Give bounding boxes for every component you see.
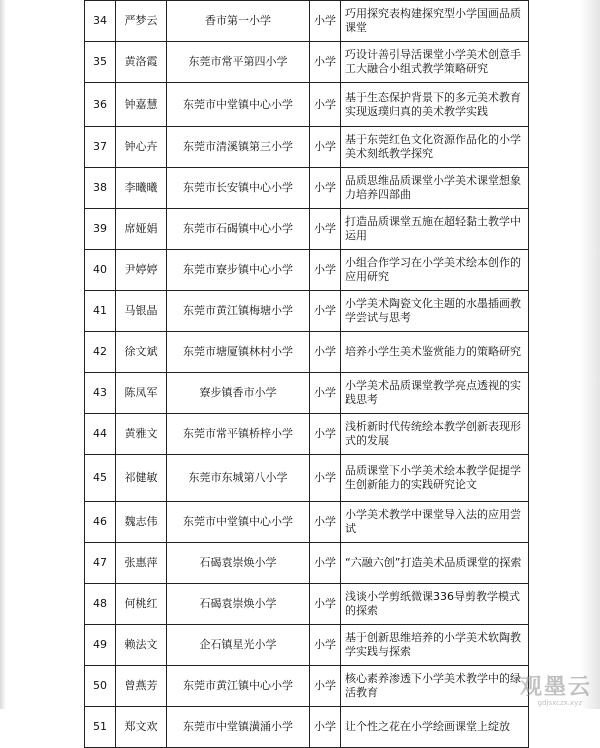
paper-title: 小学美术陶瓷文化主题的水墨插画教学尝试与思考 (341, 291, 529, 332)
school-name: 香市第一小学 (167, 1, 310, 42)
paper-title: 打造品质课堂五施在超轻黏土教学中运用 (341, 209, 529, 250)
school-name: 东莞市中堂镇中心小学 (167, 502, 310, 543)
paper-title: 小组合作学习在小学美术绘本创作的应用研究 (341, 250, 529, 291)
school-level: 小学 (310, 332, 341, 373)
table-row (85, 42, 529, 83)
table-row (85, 1, 529, 42)
paper-title: 基于生态保护背景下的多元美术教育实现返璞归真的美术教学实践 (341, 83, 529, 127)
row-number: 36 (85, 83, 116, 127)
teacher-name: 祁健敏 (116, 455, 167, 502)
school-level: 小学 (310, 83, 341, 127)
paper-title: 浅析新时代传统绘本教学创新表现形式的发展 (341, 414, 529, 455)
teacher-name: 赖法文 (116, 625, 167, 666)
row-number: 41 (85, 291, 116, 332)
school-name: 东莞市常平镇桥梓小学 (167, 414, 310, 455)
teacher-name: 徐文斌 (116, 332, 167, 373)
school-level: 小学 (310, 414, 341, 455)
table-row (85, 209, 529, 250)
table-row (85, 168, 529, 209)
paper-title: 巧设计善引导活课堂小学美术创意手工大融合小组式教学策略研究 (341, 42, 529, 83)
paper-title: 核心素养渗透下小学美术教学中的绿活教育 (341, 666, 529, 707)
school-name: 企石镇星光小学 (167, 625, 310, 666)
table-row (85, 625, 529, 666)
school-level: 小学 (310, 168, 341, 209)
school-name: 东莞市中堂镇潢涌小学 (167, 707, 310, 748)
school-level: 小学 (310, 543, 341, 584)
paper-title: 基于创新思维培养的小学美术软陶教学实践与探索 (341, 625, 529, 666)
table-body (85, 1, 529, 748)
row-number: 43 (85, 373, 116, 414)
school-name: 东莞市黄江镇中心小学 (167, 666, 310, 707)
row-number: 40 (85, 250, 116, 291)
teacher-name: 何桃红 (116, 584, 167, 625)
table-row (85, 332, 529, 373)
teacher-name: 席娅娟 (116, 209, 167, 250)
table-row (85, 373, 529, 414)
teacher-name: 尹婷婷 (116, 250, 167, 291)
watermark-logo: 观墨云 (519, 675, 592, 700)
teacher-name: 马银晶 (116, 291, 167, 332)
watermark-url: gdjsxczx.xyz (537, 699, 582, 707)
school-level: 小学 (310, 707, 341, 748)
school-level: 小学 (310, 250, 341, 291)
school-level: 小学 (310, 1, 341, 42)
table-row (85, 584, 529, 625)
table-row (85, 127, 529, 168)
table-row (85, 455, 529, 502)
school-level: 小学 (310, 666, 341, 707)
school-name: 东莞市黄江镇梅塘小学 (167, 291, 310, 332)
paper-title: 品质思维品质课堂小学美术课堂想象力培养四部曲 (341, 168, 529, 209)
paper-title: 浅谈小学剪纸微课336导剪教学模式的探索 (341, 584, 529, 625)
school-name: 东莞市中堂镇中心小学 (167, 83, 310, 127)
row-number: 47 (85, 543, 116, 584)
school-level: 小学 (310, 584, 341, 625)
row-number: 46 (85, 502, 116, 543)
school-name: 东莞市塘厦镇林村小学 (167, 332, 310, 373)
teacher-name: 张惠萍 (116, 543, 167, 584)
paper-title: 培养小学生美术鉴赏能力的策略研究 (341, 332, 529, 373)
table-row (85, 83, 529, 127)
award-list-table (84, 0, 529, 748)
teacher-name: 魏志伟 (116, 502, 167, 543)
teacher-name: 李曦曦 (116, 168, 167, 209)
school-name: 东莞市常平第四小学 (167, 42, 310, 83)
school-name: 寮步镇香市小学 (167, 373, 310, 414)
school-level: 小学 (310, 127, 341, 168)
school-level: 小学 (310, 42, 341, 83)
row-number: 45 (85, 455, 116, 502)
row-number: 44 (85, 414, 116, 455)
table-row (85, 250, 529, 291)
row-number: 42 (85, 332, 116, 373)
row-number: 37 (85, 127, 116, 168)
school-name: 东莞市长安镇中心小学 (167, 168, 310, 209)
teacher-name: 黄雅文 (116, 414, 167, 455)
teacher-name: 郑文欢 (116, 707, 167, 748)
teacher-name: 钟嘉慧 (116, 83, 167, 127)
school-name: 东莞市清溪镇第三小学 (167, 127, 310, 168)
row-number: 35 (85, 42, 116, 83)
table-row (85, 414, 529, 455)
paper-title: 小学美术教学中课堂导入法的应用尝试 (341, 502, 529, 543)
school-level: 小学 (310, 625, 341, 666)
page-edge-shadow-right (580, 0, 600, 709)
teacher-name: 钟心卉 (116, 127, 167, 168)
paper-title: 让个性之花在小学绘画课堂上绽放 (341, 707, 529, 748)
row-number: 34 (85, 1, 116, 42)
teacher-name: 黄洛霞 (116, 42, 167, 83)
paper-title: 品质课堂下小学美术绘本教学促提学生创新能力的实践研究论文 (341, 455, 529, 502)
table-row (85, 543, 529, 584)
row-number: 38 (85, 168, 116, 209)
paper-title: 巧用探究表构建探究型小学国画品质课堂 (341, 1, 529, 42)
row-number: 49 (85, 625, 116, 666)
school-name: 石碣袁崇焕小学 (167, 543, 310, 584)
teacher-name: 严梦云 (116, 1, 167, 42)
school-level: 小学 (310, 455, 341, 502)
row-number: 51 (85, 707, 116, 748)
page-edge-shadow-left (0, 0, 6, 709)
table-row (85, 666, 529, 707)
paper-title: 基于东莞红色文化资源作品化的小学美术刻纸教学探究 (341, 127, 529, 168)
teacher-name: 陈凤军 (116, 373, 167, 414)
paper-title: 小学美术品质课堂教学亮点透视的实践思考 (341, 373, 529, 414)
school-name: 东莞市石碣镇中心小学 (167, 209, 310, 250)
row-number: 50 (85, 666, 116, 707)
school-level: 小学 (310, 209, 341, 250)
table-row (85, 707, 529, 748)
school-level: 小学 (310, 291, 341, 332)
table-row (85, 291, 529, 332)
school-name: 石碣袁崇焕小学 (167, 584, 310, 625)
school-name: 东莞市寮步镇中心小学 (167, 250, 310, 291)
school-name: 东莞市东城第八小学 (167, 455, 310, 502)
row-number: 39 (85, 209, 116, 250)
paper-title: “六融六创”打造美术品质课堂的探索 (341, 543, 529, 584)
school-level: 小学 (310, 373, 341, 414)
school-level: 小学 (310, 502, 341, 543)
teacher-name: 曾燕芳 (116, 666, 167, 707)
table-row (85, 502, 529, 543)
row-number: 48 (85, 584, 116, 625)
